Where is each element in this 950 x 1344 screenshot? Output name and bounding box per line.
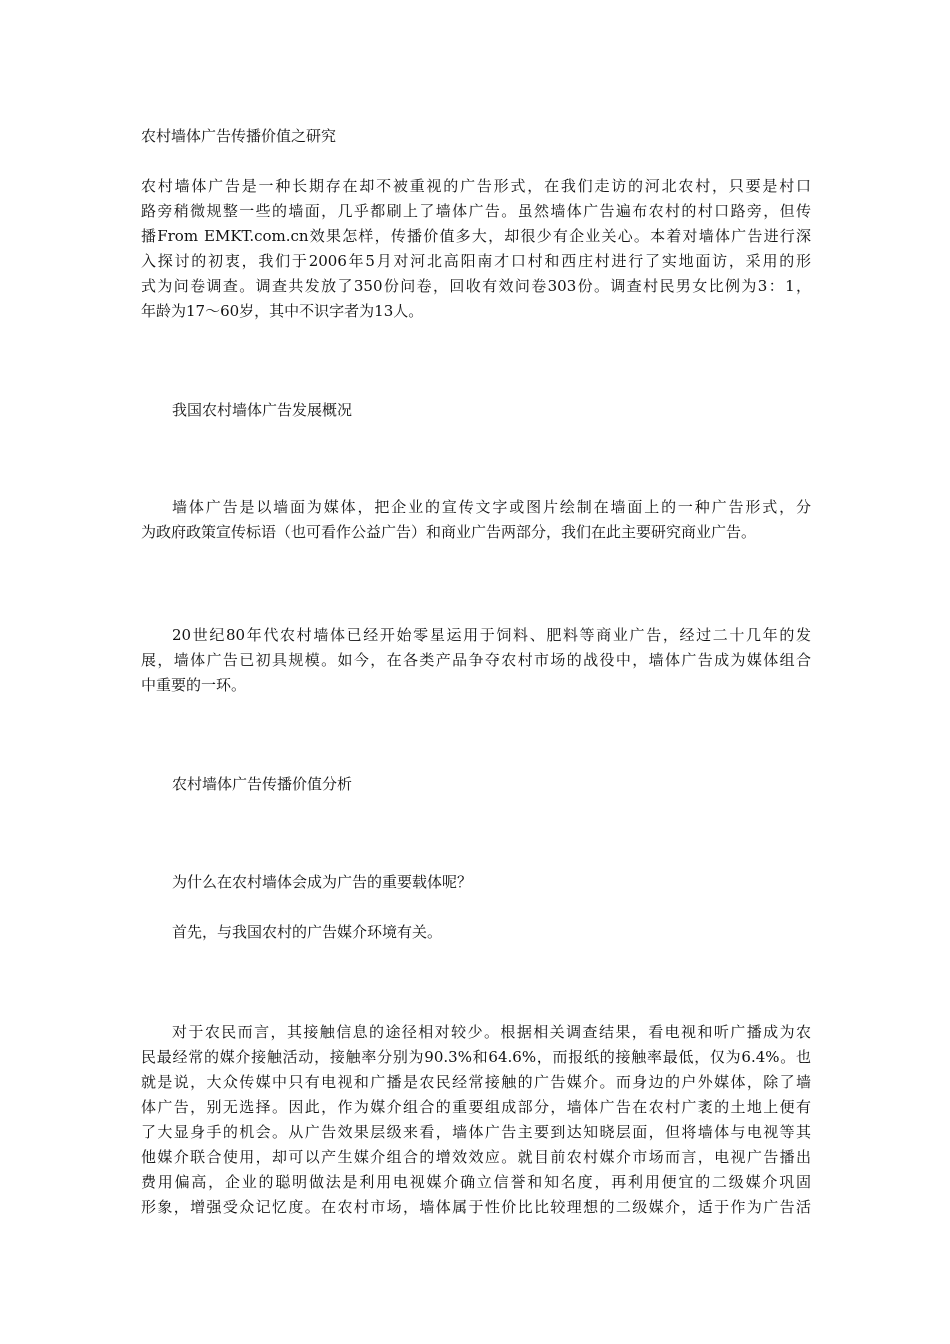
document-title: 农村墙体广告传播价值之研究 [141,127,337,145]
intro-paragraph [141,174,811,324]
text-line: 年龄为17～60岁，其中不识字者为13人。 [141,302,424,320]
text-line: 了大显身手的机会。从广告效果层级来看，墙体广告主要到达知晓层面，但将墙体与电视等其 [141,1123,811,1141]
first-point-text: 首先，与我国农村的广告媒介环境有关。 [172,923,443,941]
paragraph-2 [141,623,811,698]
paragraph-3 [141,1020,811,1220]
question-text: 为什么在农村墙体会成为广告的重要载体呢？ [172,873,473,891]
text-line: 入探讨的初衷，我们于2006年5月对河北高阳南才口村和西庄村进行了实地面访，采用的形 [141,252,811,270]
section-heading-1-block [141,398,811,423]
section-heading: 我国农村墙体广告发展概况 [172,401,353,419]
text-line: 就是说，大众传媒中只有电视和广播是农民经常接触的广告媒介。而身边的户外媒体，除了墙 [141,1073,811,1091]
text-line: 对于农民而言，其接触信息的途径相对较少。根据相关调查结果，看电视和听广播成为农 [172,1023,811,1041]
text-line: 墙体广告是以墙面为媒体，把企业的宣传文字或图片绘制在墙面上的一种广告形式，分 [172,498,811,516]
document-title-block [141,124,811,149]
text-line: 民最经常的媒介接触活动，接触率分别为90.3%和64.6%，而报纸的接触率最低，仅为6.4%。也 [141,1048,811,1066]
text-line: 体广告，别无选择。因此，作为媒介组合的重要组成部分，墙体广告在农村广袤的土地上便有 [141,1098,811,1116]
question-block [141,870,811,895]
text-line: 中重要的一环。 [141,676,247,694]
text-line: 他媒介联合使用，却可以产生媒介组合的增效效应。就目前农村媒介市场而言，电视广告播出 [141,1148,811,1166]
section-heading-2-block [141,772,811,797]
text-line: 播From EMKT.com.cn效果怎样，传播价值多大，却很少有企业关心。本着对墙体广告进行深 [141,227,811,245]
text-line: 农村墙体广告是一种长期存在却不被重视的广告形式，在我们走访的河北农村，只要是村口 [141,177,811,195]
text-line: 展，墙体广告已初具规模。如今，在各类产品争夺农村市场的战役中，墙体广告成为媒体组合 [141,651,811,669]
text-line: 形象，增强受众记忆度。在农村市场，墙体属于性价比比较理想的二级媒介，适于作为广告活 [141,1198,811,1216]
text-line: 为政府政策宣传标语（也可看作公益广告）和商业广告两部分，我们在此主要研究商业广告。 [141,523,757,541]
first-point-block [141,920,811,945]
section-heading: 农村墙体广告传播价值分析 [172,775,353,793]
text-line: 20世纪80年代农村墙体已经开始零星运用于饲料、肥料等商业广告，经过二十几年的发 [172,626,811,644]
text-line: 路旁稍微规整一些的墙面，几乎都刷上了墙体广告。虽然墙体广告遍布农村的村口路旁，但传 [141,202,811,220]
text-line: 费用偏高，企业的聪明做法是利用电视媒介确立信誉和知名度，再利用便宜的二级媒介巩固 [141,1173,811,1191]
text-line: 式为问卷调查。调查共发放了350份问卷，回收有效问卷303份。调查村民男女比例为3：1， [141,277,811,295]
paragraph-1 [141,495,811,545]
